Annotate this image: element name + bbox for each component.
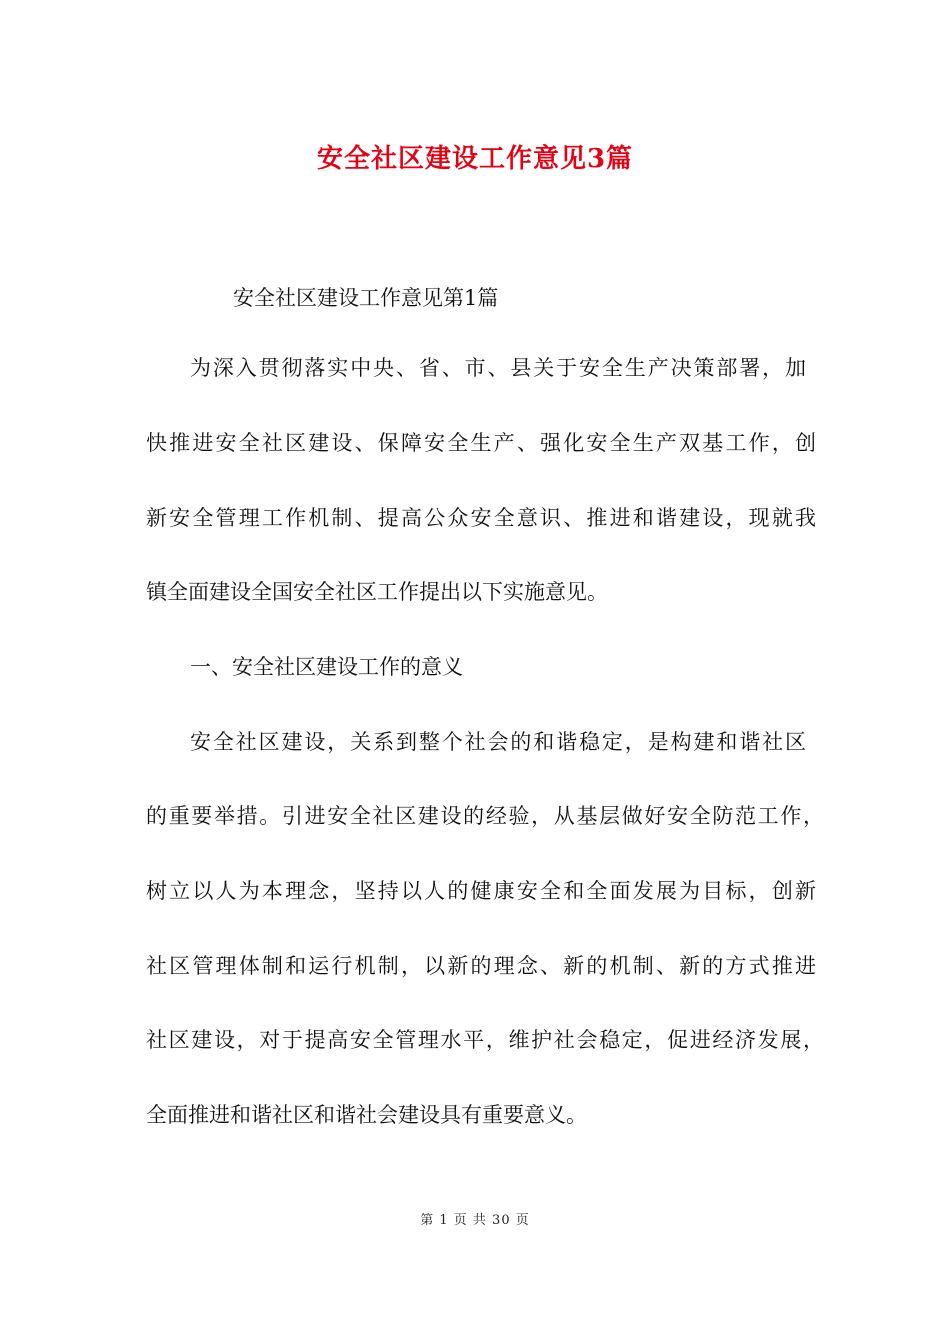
paragraph-line: 镇全面建设全国安全社区工作提出以下实施意见。 (146, 580, 608, 604)
subtitle: 安全社区建设工作意见第1篇 (233, 286, 499, 310)
paragraph-line: 树立以人为本理念，坚持以人的健康安全和全面发展为目标，创新 (146, 879, 816, 903)
paragraph-line: 的重要举措。引进安全社区建设的经验，从基层做好安全防范工作， (146, 804, 824, 828)
paragraph-line: 社区管理体制和运行机制，以新的理念、新的机制、新的方式推进 (146, 954, 816, 978)
document-title: 安全社区建设工作意见3篇 (316, 144, 634, 174)
paragraph-line: 快推进安全社区建设、保障安全生产、强化安全生产双基工作，创 (146, 431, 816, 455)
paragraph-line: 社区建设，对于提高安全管理水平，维护社会稳定，促进经济发展， (146, 1028, 824, 1052)
paragraph-line: 为深入贯彻落实中央、省、市、县关于安全生产决策部署，加 (190, 356, 806, 380)
section-heading: 一、安全社区建设工作的意义 (190, 655, 463, 679)
paragraph-line: 新安全管理工作机制、提高公众安全意识、推进和谐建设，现就我 (146, 506, 816, 530)
page-footer: 第 1 页 共 30 页 (420, 1213, 530, 1228)
paragraph-line: 全面推进和谐社区和谐社会建设具有重要意义。 (146, 1103, 587, 1127)
paragraph-line: 安全社区建设，关系到整个社会的和谐稳定，是构建和谐社区 (190, 730, 806, 754)
